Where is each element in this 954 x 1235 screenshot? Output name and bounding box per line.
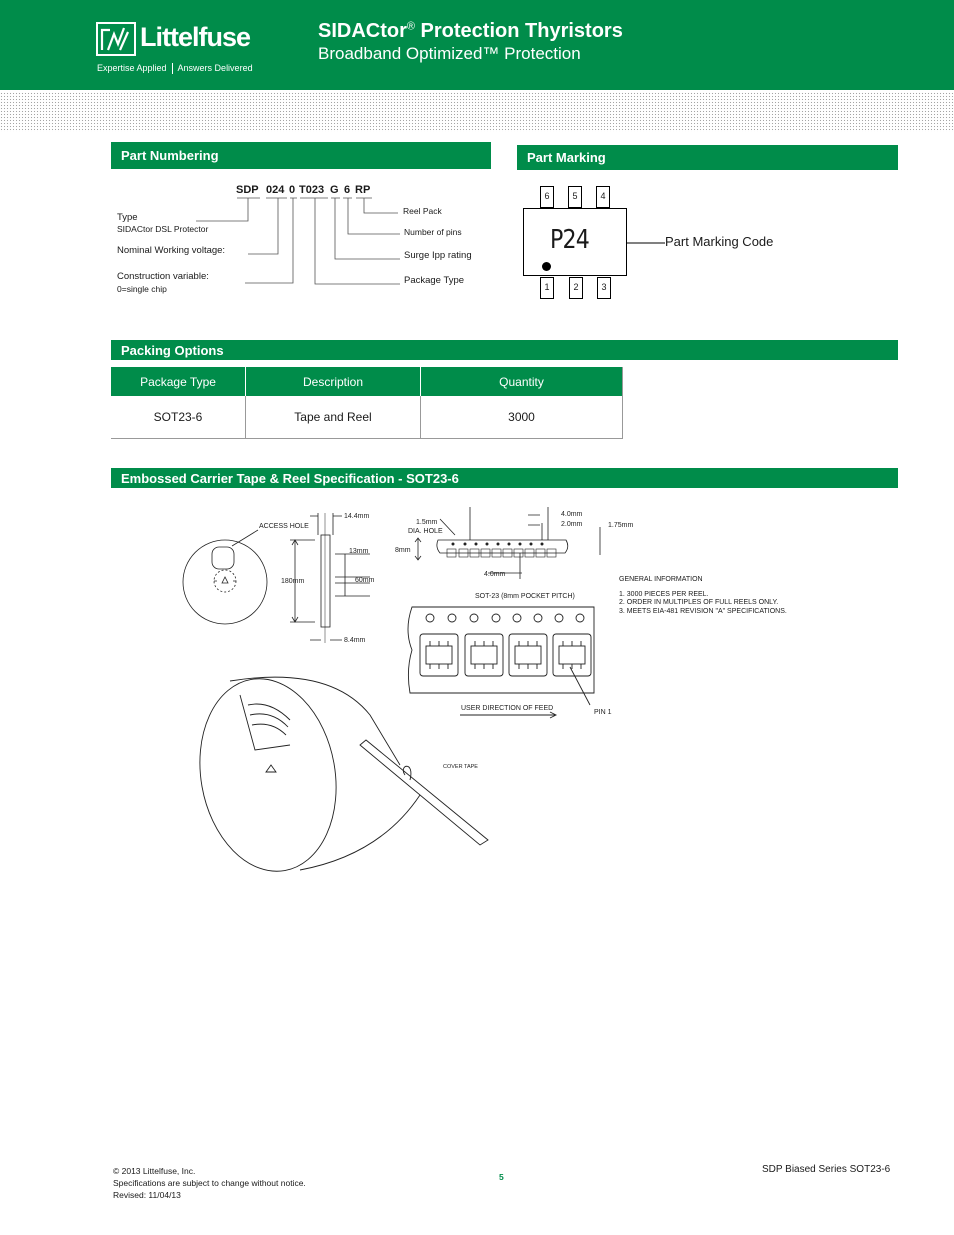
label-180mm: 180mm [281, 578, 305, 585]
footer-series: SDP Biased Series SOT23-6 [762, 1164, 891, 1175]
code-package: T023 [299, 184, 325, 196]
label-construction-desc: 0=single chip [117, 284, 167, 294]
label-nominal: Nominal Working voltage: [117, 245, 226, 256]
tagline-right: Answers Delivered [177, 63, 253, 73]
title-main: SIDACtor [318, 20, 407, 42]
footer-notice: Specifications are subject to change without notice. [113, 1178, 306, 1188]
tape-reel-heading: Embossed Carrier Tape & Reel Specification - SOT23-6 [111, 468, 898, 488]
general-information [619, 576, 787, 616]
pin-1-dot-icon [542, 262, 551, 271]
code-voltage: 024 [266, 184, 285, 196]
general-info-title: GENERAL INFORMATION [619, 576, 703, 583]
code-pins: 6 [344, 184, 351, 196]
label-type: Type [117, 212, 138, 223]
title-rest: Protection Thyristors [415, 20, 623, 42]
title-registered: ® [406, 20, 415, 33]
label-feed-direction: USER DIRECTION OF FEED [461, 705, 554, 712]
pin-4: 4 [596, 186, 610, 208]
part-marking-code-label: Part Marking Code [665, 234, 774, 249]
code-sdp: SDP [236, 184, 259, 196]
part-numbering-heading: Part Numbering [111, 142, 491, 169]
pin-1: 1 [540, 277, 554, 299]
page-subtitle: Broadband Optimized™ Protection [318, 44, 581, 63]
brand-name: Littelfuse [140, 22, 251, 52]
general-info-item: 2. ORDER IN MULTIPLES OF FULL REELS ONLY. [619, 599, 779, 607]
table-cell: Tape and Reel [246, 396, 421, 439]
label-package-type: Package Type [404, 275, 465, 286]
label-access-hole: ACCESS HOLE [259, 523, 309, 530]
label-13mm: 13mm [349, 548, 369, 555]
marking-leader-line [626, 241, 666, 245]
label-type-desc: SIDACtor DSL Protector [117, 224, 209, 234]
table-cell: SOT23-6 [111, 396, 246, 439]
label-8mm: 8mm [395, 547, 411, 554]
label-1-75mm: 1.75mm [608, 522, 634, 529]
footer-copyright: © 2013 Littelfuse, Inc. [113, 1166, 196, 1176]
label-8-4mm: 8.4mm [344, 637, 366, 644]
label-14-4mm: 14.4mm [344, 513, 370, 520]
label-4mm-bottom: 4.0mm [484, 571, 506, 578]
label-cover-tape: COVER TAPE [443, 764, 478, 770]
general-info-item: 1. 3000 PIECES PER REEL. [619, 590, 709, 598]
page-number: 5 [499, 1172, 504, 1182]
table-cell: 3000 [421, 396, 623, 439]
label-dia-hole: DIA. HOLE [408, 528, 443, 535]
tagline-left: Expertise Applied [97, 63, 167, 73]
code-reel: RP [355, 184, 371, 196]
pin-6: 6 [540, 186, 554, 208]
code-surge: G [330, 184, 339, 196]
label-reel-pack: Reel Pack [403, 206, 442, 216]
footer-left [113, 1165, 306, 1201]
general-info-item: 3. MEETS EIA-481 REVISION "A" SPECIFICATIONS. [619, 607, 787, 615]
tape-reel-diagram [170, 495, 830, 915]
pin-2: 2 [569, 277, 583, 299]
column-header: Quantity [421, 367, 623, 396]
label-2mm: 2.0mm [561, 521, 583, 528]
footer-revised: Revised: 11/04/13 [113, 1190, 181, 1200]
chip-marking-code: P24 [550, 225, 589, 255]
label-pocket-pitch: SOT-23 (8mm POCKET PITCH) [475, 593, 575, 600]
label-construction: Construction variable: [117, 271, 209, 282]
column-header: Package Type [111, 367, 246, 396]
column-header: Description [246, 367, 421, 396]
pin-3: 3 [597, 277, 611, 299]
label-60mm: 60mm [355, 577, 375, 584]
label-num-pins: Number of pins [404, 227, 462, 237]
packing-options-table [111, 367, 623, 439]
packing-options-heading: Packing Options [111, 340, 898, 360]
code-construction: 0 [289, 184, 296, 196]
label-pin-1: PIN 1 [594, 709, 612, 716]
part-marking-heading: Part Marking [517, 145, 898, 170]
table-row [111, 396, 623, 439]
label-surge: Surge Ipp rating [404, 250, 472, 261]
label-4mm-top: 4.0mm [561, 511, 583, 518]
pin-5: 5 [568, 186, 582, 208]
label-1-5mm: 1.5mm [416, 519, 438, 526]
table-header-row [111, 367, 623, 396]
